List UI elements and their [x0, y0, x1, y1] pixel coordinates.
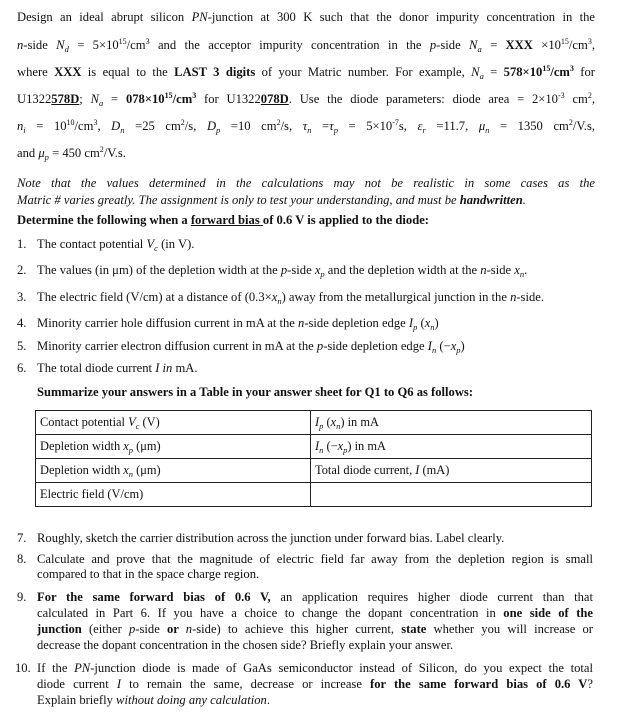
- determine-heading: Determine the following when a forward bias of 0.6 V is applied to the diode:: [17, 213, 429, 227]
- q10-line-3: Explain briefly without doing any calculation.: [37, 693, 270, 707]
- q10-line-1: If the PN-junction diode is made of GaAs semiconductor instead of Silicon, do you expect the total: [37, 661, 594, 675]
- q9-line-1: For the same forward bias of 0.6 V, an application requires higher diode current than that: [37, 590, 593, 604]
- q3-text: The electric field (V/cm) at a distance of $(0.3\times x_n)$ away from the metallurgical junction in the n-side.: [37, 290, 544, 306]
- table-row: [36, 459, 592, 483]
- intro-line-2: n-side $N_d = 5\times 10^{15}/cm^3$ and the acceptor impurity concentration in the p-side $N_a$ = XXX $\times 10^{15}/cm^3$,: [17, 37, 595, 54]
- summary-table: [35, 410, 592, 507]
- intro-line-1: Design an ideal abrupt silicon PN-junction at 300 K such that the donor impurity concentration in the: [17, 10, 595, 24]
- table-cell-empty: [311, 483, 592, 507]
- q3-number: 3.: [17, 290, 27, 304]
- intro-line-6: and $\mu_p = 450$ $cm^2/V.s$.: [17, 145, 126, 162]
- q5-text: Minority carrier electron diffusion current in mA at the p-side depletion edge $I_n$ $(-x_p)$: [37, 339, 465, 355]
- q9-line-2: calculated in Part 6. If you have a choice to change the dopant concentration in one side of the: [37, 606, 593, 620]
- q7-text: Roughly, sketch the carrier distribution across the junction under forward bias. Label clearly.: [37, 531, 505, 545]
- table-cell-xn: Depletion width $x_n$ (μm): [36, 459, 311, 483]
- intro-line-4: U1322578D; $N_a = 078\times 10^{15}/cm^3$ for U1322078D. Use the diode parameters: diode area = $2\times 10^{-3}$ $cm^2$,: [17, 91, 595, 108]
- table-cell-xp: Depletion width $x_p$ (μm): [36, 435, 311, 459]
- q1-text: The contact potential $V_c$ (in V).: [37, 237, 195, 253]
- table-cell-ip: $I_p$ $(x_n)$ in mA: [311, 411, 592, 435]
- q9-line-4: decrease the dopant concentration in the chosen side? Briefly explain your answer.: [37, 638, 454, 652]
- intro-line-3: where XXX is equal to the LAST 3 digits of your Matric number. For example, $N_a = 578\times 10^{15}/cm^3$ for: [17, 64, 595, 81]
- q1-number: 1.: [17, 237, 27, 251]
- note-line-2: Matric # varies greatly. The assignment is only to test your understanding, and must be handwritten.: [17, 193, 526, 207]
- table-row: [36, 435, 592, 459]
- table-cell-electric-field: Electric field (V/cm): [36, 483, 311, 507]
- q2-number: 2.: [17, 263, 27, 277]
- q4-number: 4.: [17, 316, 27, 330]
- intro-line-5: $n_i = 10^{10}/cm^3$, $D_n =25$ $cm^2/s$, $D_p =10$ $cm^2/s$, $\tau_n =\tau_p = 5\times 10^{-7}s$, $\varepsilon_r =11.7$, $\mu_n = 1350$ $cm^2/V.s$,: [17, 118, 595, 135]
- q7-number: 7.: [17, 531, 27, 545]
- summarize-heading: Summarize your answers in a Table in your answer sheet for Q1 to Q6 as follows:: [37, 385, 474, 399]
- q6-number: 6.: [17, 361, 27, 375]
- q8-line-2: compared to that in the space charge region.: [37, 567, 260, 581]
- table-cell-contact-potential: Contact potential $V_c$ (V): [36, 411, 311, 435]
- q9-number: 9.: [17, 590, 27, 604]
- q9-line-3: junction (either p-side or n-side) to achieve this higher current, state whether you will increase or: [37, 622, 593, 636]
- table-row: [36, 483, 592, 507]
- q8-number: 8.: [17, 552, 27, 566]
- q4-text: Minority carrier hole diffusion current in mA at the n-side depletion edge $I_p$ $(x_n)$: [37, 316, 439, 332]
- q5-number: 5.: [17, 339, 27, 353]
- q2-text: The values (in μm) of the depletion width at the p-side $x_p$ and the depletion width at the n-side $x_n$.: [37, 263, 528, 279]
- table-row: [36, 411, 592, 435]
- table-cell-total-current: Total diode current, I (mA): [311, 459, 592, 483]
- q6-text: The total diode current I in mA.: [37, 361, 198, 375]
- q10-line-2: diode current I to remain the same, decrease or increase for the same forward bias of 0.6 V?: [37, 677, 594, 691]
- q8-line-1: Calculate and prove that the magnitude of electric field far away from the depletion region is small: [37, 552, 593, 566]
- note-line-1: Note that the values determined in the calculations may not be realistic in some cases as the: [17, 176, 595, 190]
- q10-number: 10.: [15, 661, 31, 675]
- table-cell-in: $I_n$ $(-x_p)$ in mA: [311, 435, 592, 459]
